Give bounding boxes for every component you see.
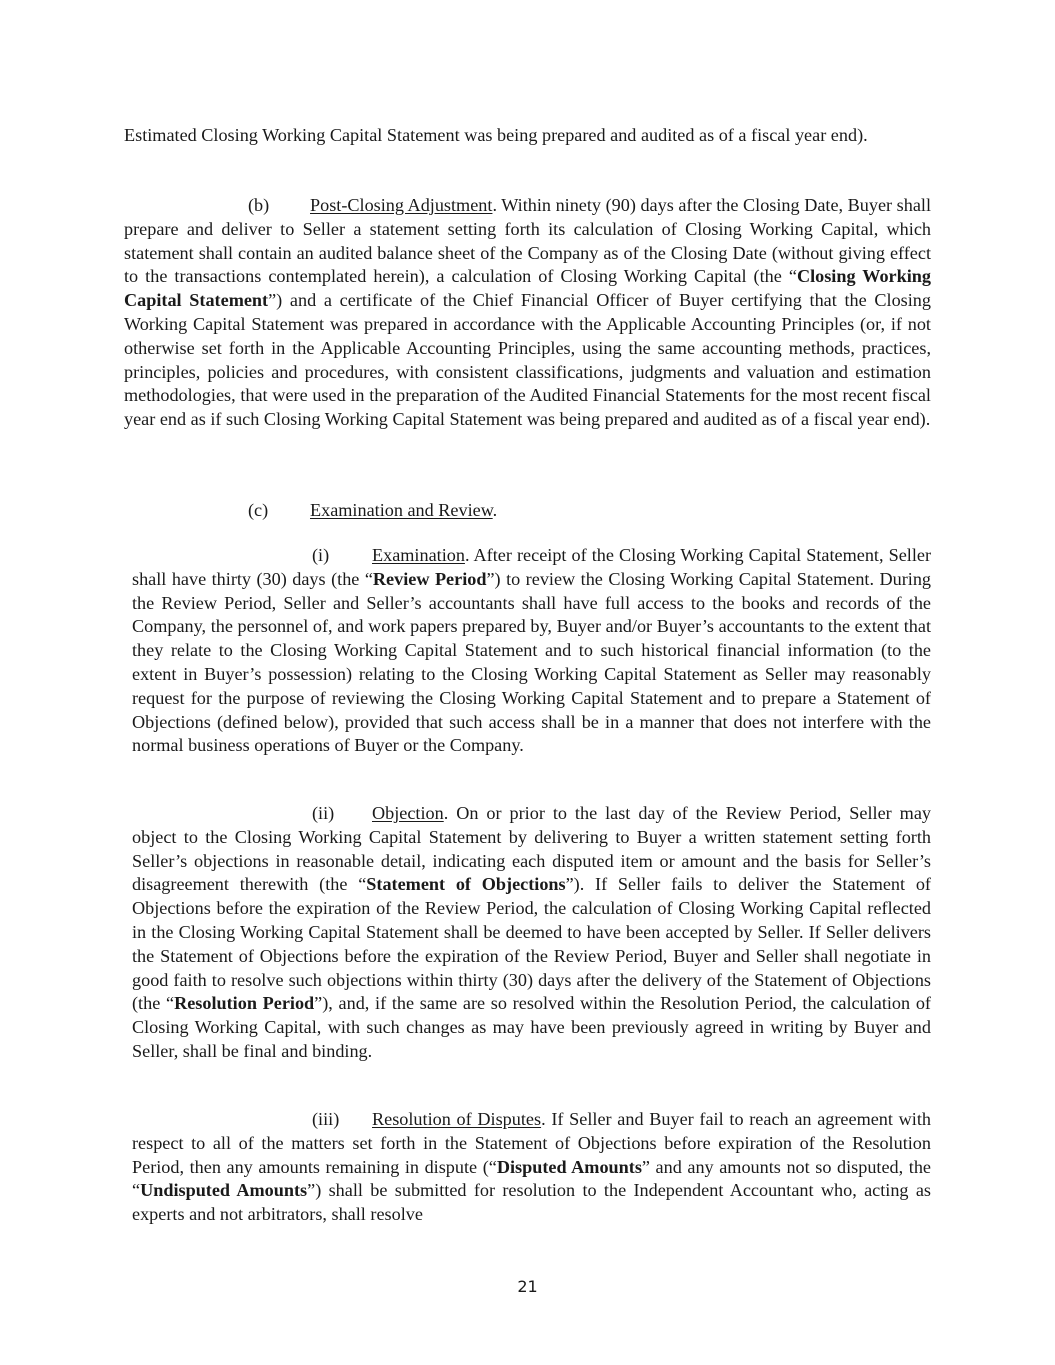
subsection-number: (ii) <box>312 803 335 823</box>
paragraph-text: . <box>492 500 498 520</box>
section-heading: Post-Closing Adjustment <box>310 195 493 215</box>
defined-term: Closing Working Capital Statement <box>124 266 931 311</box>
paragraph-text: . After receipt of the Closing Working Capital Statement, Seller shall have thirty (30) days (the “ <box>132 545 931 589</box>
paragraph-text: ”) to review the Closing Working Capital Statement. During the Review Period, Seller and Seller’s accountants shall have full access to the books and records of the Company, the personnel of, and work papers prepared by, Buyer and/or Buyer’s accountants to the extent that they relate to the Closing Working Capital Statement and to such historical financial information (to the extent in Buyer’s possession) relating to the Closing Working Capital Statement as Seller may reasonably request for the purpose of reviewing the Closing Working Capital Statement and to prepare a Statement of Objections (defined below), provided that such access shall be in a manner that does not interfere with the normal business operations of Buyer or the Company. <box>132 568 932 756</box>
defined-term: Disputed Amounts <box>496 1156 642 1177</box>
subsection-number: (iii) <box>312 1109 340 1129</box>
section-number: (b) <box>248 195 270 215</box>
paragraph-text: ” and any amounts not so disputed, the “ <box>132 1156 931 1201</box>
paragraph-text: . Within ninety (90) days after the Closing Date, Buyer shall prepare and deliver to Seller a statement setting forth its calculation of Closing Working Capital, which statement shall contain an audited balance sheet of the Company as of the Closing Date (without giving effect to the transactions contemplated herein), a calculation of Closing Working Capital (the “ <box>124 195 931 287</box>
paragraph-text: ”) shall be submitted for resolution to the Independent Accountant who, acting as experts and not arbitrators, shall resolve <box>132 1180 931 1225</box>
subsection-i-paragraph <box>132 544 931 758</box>
defined-term: Review Period <box>372 568 487 589</box>
subsection-heading: Examination <box>372 545 465 565</box>
subsection-number: (i) <box>312 545 330 565</box>
defined-term: Resolution Period <box>174 993 315 1014</box>
paragraph-continuation <box>124 124 931 148</box>
defined-term: Undisputed Amounts <box>140 1180 308 1201</box>
section-b-paragraph <box>124 194 931 432</box>
paragraph-text: ”). If Seller fails to deliver the Statement of Objections before the expiration of the Review Period, the calculation of Closing Working Capital reflected in the Closing Working Capital Statement shall be deemed to have been accepted by Seller. If Seller delivers the Statement of Objections before the expiration of the Review Period, Buyer and Seller shall negotiate in good faith to resolve such objections within thirty (30) days after the delivery of the Statement of Objections (the “ <box>132 874 931 1014</box>
section-number: (c) <box>248 500 269 520</box>
section-c-heading <box>124 499 931 523</box>
paragraph-text: ”), and, if the same are so resolved within the Resolution Period, the calculation of Closing Working Capital, with such changes as may have been previously agreed in writing by Buyer and Seller, shall be final and binding. <box>132 993 931 1061</box>
subsection-heading: Resolution of Disputes <box>372 1109 542 1129</box>
paragraph-text: . If Seller and Buyer fail to reach an agreement with respect to all of the matters set forth in the Statement of Objections before expiration of the Resolution Period, then any amounts remaining in dispute (“ <box>132 1109 931 1177</box>
paragraph-text: ”) and a certificate of the Chief Financial Officer of Buyer certifying that the Closing Working Capital Statement was prepared in accordance with the Applicable Accounting Principles (or, if not otherwise set forth in the Applicable Accounting Principles, using the same accounting methods, practices, principles, policies and procedures, with consistent classifications, judgments and valuation and estimation methodologies, that were used in the preparation of the Audited Financial Statements for the most recent fiscal year end as if such Closing Working Capital Statement was being prepared and audited as of a fiscal year end). <box>124 290 931 430</box>
paragraph-text: . On or prior to the last day of the Review Period, Seller may object to the Closing Working Capital Statement by delivering to Buyer a written statement setting forth Seller’s objections in reasonable detail, indicating each disputed item or amount and the basis for Seller’s disagreement therewith (the “ <box>132 803 931 895</box>
subsection-iii-paragraph <box>132 1108 931 1227</box>
paragraph-text: Estimated Closing Working Capital Statement was being prepared and audited as of a fiscal year end). <box>124 125 868 145</box>
page-number: 21 <box>517 1277 538 1296</box>
section-heading: Examination and Review <box>310 500 493 520</box>
subsection-ii-paragraph <box>132 802 931 1064</box>
defined-term: Statement of Objections <box>366 874 566 895</box>
subsection-heading: Objection <box>372 803 444 823</box>
